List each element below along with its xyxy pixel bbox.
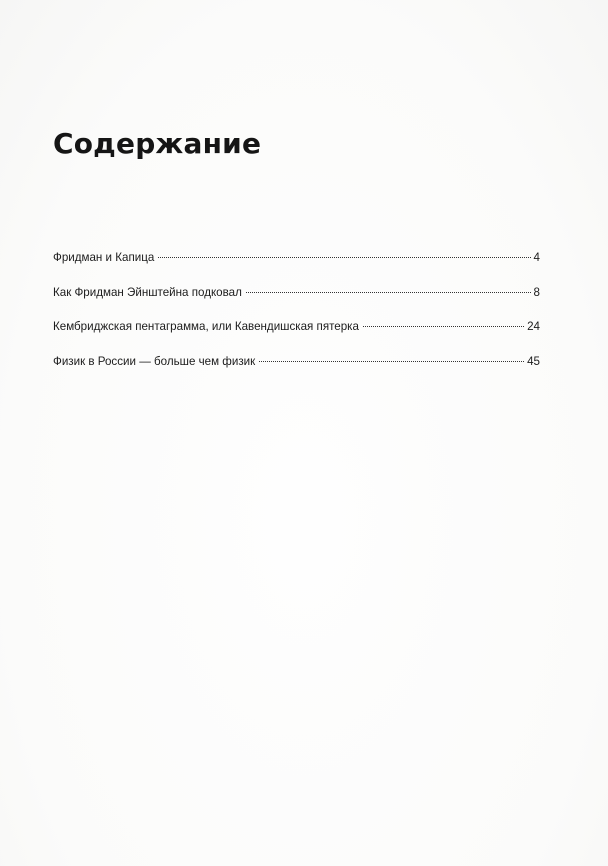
toc-entry-label: Кембриджская пентаграмма, или Кавендишская пятерка: [53, 320, 359, 334]
toc-page-number: 24: [527, 320, 540, 334]
toc-page-number: 4: [533, 251, 540, 264]
toc-page-number: 8: [533, 285, 540, 299]
toc-entry[interactable]: [53, 313, 540, 348]
toc-entry-label: Как Фридман Эйнштейна подковал: [53, 285, 242, 299]
toc-entry-label: Физик в России — больше чем физик: [53, 355, 256, 369]
dot-leader: [246, 292, 531, 293]
toc-entry[interactable]: [53, 244, 540, 279]
toc-entry[interactable]: [53, 279, 540, 314]
dot-leader: [363, 326, 524, 327]
toc-page-number: 45: [527, 355, 540, 369]
table-of-contents: [53, 244, 540, 383]
page-title: Содержание: [53, 127, 262, 160]
toc-entry-label: Фридман и Капица: [53, 251, 155, 264]
dot-leader: [259, 361, 524, 362]
toc-entry[interactable]: [53, 348, 540, 383]
dot-leader: [158, 257, 530, 258]
